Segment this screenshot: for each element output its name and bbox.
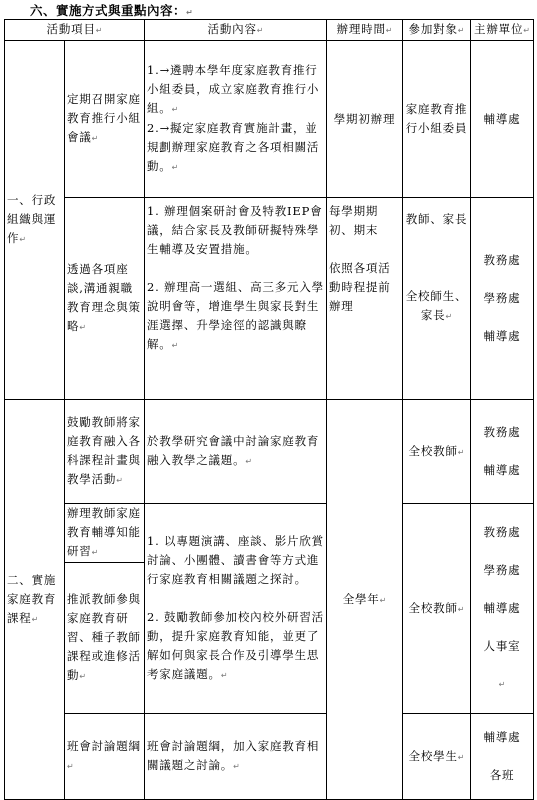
unit-cell: 教務處 輔導處	[471, 400, 534, 504]
target-cell: 全校學生↵	[403, 714, 471, 800]
group-cell: 一、行政組織與運作↵	[5, 41, 65, 400]
table-row	[5, 41, 534, 198]
item-cell: 辦理教師家庭教育輔導知能研習↵	[65, 504, 145, 563]
table-header-row	[5, 20, 534, 41]
table-row	[5, 198, 534, 400]
column-header: 辦理時間↵	[327, 20, 403, 41]
table-row	[5, 400, 534, 504]
content-cell: 1. 辦理個案研討會及特教IEP會議，結合家長及教師研擬特殊學生輔導及安置措施。 2. 辦理高一選組、高三多元入學說明會等，增進學生與家長對生涯選擇、升學途徑的認識與瞭解。↵	[145, 198, 327, 400]
paragraph-mark: ↵	[186, 8, 193, 17]
time-cell: 每學期期初、期末 依照各項活動時程提前辦理	[327, 198, 403, 400]
table-row	[5, 714, 534, 800]
unit-cell: 輔導處	[471, 41, 534, 198]
column-header: 參加對象↵	[403, 20, 471, 41]
target-cell: 全校教師↵	[403, 400, 471, 504]
item-cell: 定期召開家庭教育推行小組會議↵	[65, 41, 145, 198]
item-cell: 鼓勵教師將家庭教育融入各科課程計畫與教學活動↵	[65, 400, 145, 504]
column-header: 主辦單位↵	[471, 20, 534, 41]
content-cell: 1. 以專題演講、座談、影片欣賞討論、小團體、讀書會等方式進行家庭教育相關議題之探討。 2. 鼓勵教師參加校內校外研習活動，提升家庭教育知能，並更了解如何與家長合作及引導學生思考家庭議題。↵	[145, 504, 327, 714]
group-cell: 二、實施家庭教育課程↵	[5, 400, 65, 800]
list-item: 2.→擬定家庭教育實施計畫，並規劃辦理家庭教育之各項相關活動。↵	[147, 121, 320, 173]
target-cell: 全校教師↵	[403, 504, 471, 714]
target-cell: 家庭教育推行小組委員	[403, 41, 471, 198]
item-cell: 推派教師參與家庭教育研習、種子教師課程或進修活動↵	[65, 563, 145, 714]
list-item: 1.→遴聘本學年度家庭教育推行小組委員，成立家庭教育推行小組。↵	[147, 63, 320, 115]
section-heading: 六、實施方式與重點內容：↵	[30, 3, 193, 18]
column-header: 活動內容↵	[145, 20, 327, 41]
content-cell	[145, 41, 327, 198]
column-header: 活動項目↵	[5, 20, 145, 41]
item-cell: 透過各項座談,溝通親職教育理念與策略↵	[65, 198, 145, 400]
unit-cell: 輔導處 各班	[471, 714, 534, 800]
content-cell: 於教學研究會議中討論家庭教育融入教學之議題。↵	[145, 400, 327, 504]
time-cell: 學期初辦理	[327, 41, 403, 198]
unit-cell: 教務處 學務處 輔導處 人事室 ↵	[471, 504, 534, 714]
activity-table	[4, 19, 534, 800]
time-cell: 全學年↵	[327, 400, 403, 800]
target-cell: 教師、家長 全校師生、家長↵	[403, 198, 471, 400]
unit-cell: 教務處 學務處 輔導處	[471, 198, 534, 400]
item-cell: 班會討論題綱↵	[65, 714, 145, 800]
content-cell: 班會討論題綱，加入家庭教育相關議題之討論。↵	[145, 714, 327, 800]
table-row	[5, 504, 534, 563]
